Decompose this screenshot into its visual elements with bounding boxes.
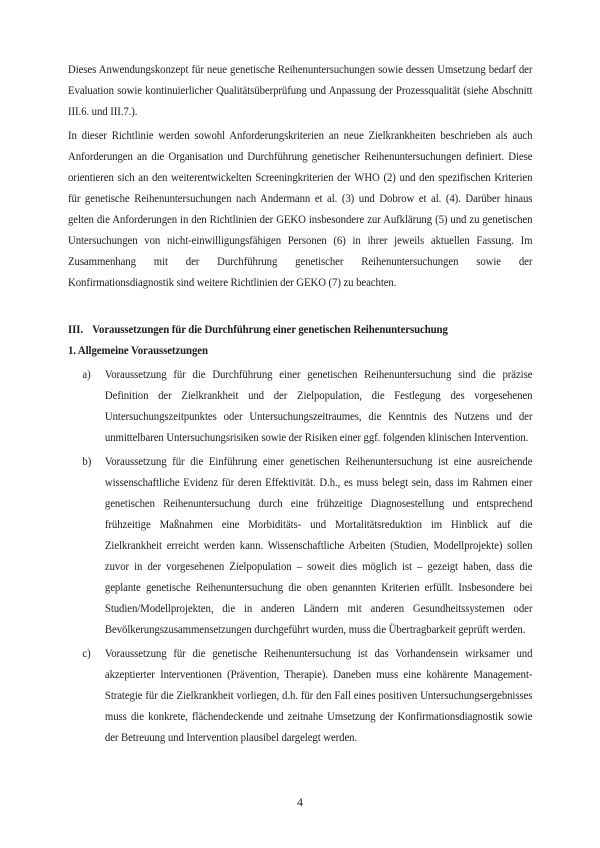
list-item-a-text: Voraussetzung für die Durchführung einer genetischen Reihenuntersuchung sind die präzise Definition der Zielkrankheit und der Zielpopulation, die Festlegung des vorgesehenen Untersuchungszeitpunktes oder Untersuchungszeitraumes, die Kenntnis des Nutzens und der unmittelbaren Untersuchungsrisiken sowie der Risiken einer ggf. folgenden klinischen Intervention.	[104, 367, 533, 444]
list-item-c-text: Voraussetzung für die genetische Reihenuntersuchung ist das Vorhandensein wirksamer und akzeptierter Interventionen (Prävention, Therapie). Daneben muss eine kohärente Management-Strategie für die Zielkrankheit vorliegen, d.h. für den Fall eines positiven Untersuchungsergebnisses muss die konkrete, flächendeckende und zeitnahe Umsetzung der Konfirmationsdiagnostik sowie der Betreuung und Intervention plausibel dargelegt werden.	[104, 646, 533, 744]
page-content	[68, 59, 532, 748]
page-number: 4	[297, 795, 303, 809]
section-heading	[68, 319, 532, 340]
subsection-heading: 1. Allgemeine Voraussetzungen	[68, 343, 208, 357]
section-heading-label: III.	[68, 322, 83, 336]
list-item-b-label: b)	[82, 454, 92, 468]
body-paragraph: Dieses Anwendungskonzept für neue genetische Reihenuntersuchungen sowie dessen Umsetzung bedarf der Evaluation sowie kontinuierlicher Qualitätsüberprüfung und Anpassung der Prozessqualität (siehe Abschnitt III.6. und III.7.).	[68, 62, 533, 118]
section-heading-title: Voraussetzungen für die Durchführung einer genetischen Reihenuntersuchung	[92, 322, 448, 336]
body-paragraph: In dieser Richtlinie werden sowohl Anforderungskriterien an neue Zielkrankheiten beschrieben als auch Anforderungen an die Organisation und Durchführung genetischer Reihenuntersuchungen definiert. Diese orientieren sich an den weiterentwickelten Screeningkriterien der WHO (2) und den spezifischen Kriterien für genetische Reihenuntersuchungen nach Andermann et al. (3) und Dobrow et al. (4). Darüber hinaus gelten die Anforderungen in den Richtlinien der GEKO insbesondere zur Aufklärung (5) und zu genetischen Untersuchungen von nicht-einwilligungsfähigen Personen (6) in ihrer jeweils aktuellen Fassung. Im Zusammenhang mit der Durchführung genetischer Reihenuntersuchungen sowie der Konfirmationsdiagnostik sind weitere Richtlinien der GEKO (7) zu beachten.	[68, 128, 533, 289]
list-item-b	[68, 451, 532, 640]
list-item-b-text: Voraussetzung für die Einführung einer genetischen Reihenuntersuchung ist eine ausreichende wissenschaftliche Evidenz für deren Effektivität. D.h., es muss belegt sein, dass im Rahmen einer genetischen Reihenuntersuchung durch eine frühzeitige Diagnosestellung und entsprechend frühzeitige Maßnahmen eine Morbiditäts- und Mortalitätsreduktion im Hinblick auf die Zielkrankheit erreicht werden kann. Wissenschaftliche Arbeiten (Studien, Modellprojekte) sollen zuvor in der vorgesehenen Zielpopulation – soweit dies möglich ist – gezeigt haben, dass die geplante genetische Reihenuntersuchung die oben genannten Kriterien erfüllt. Insbesondere bei Studien/Modellprojekten, die in anderen Ländern mit anderen Gesundheitssystemen oder Bevölkerungszusammensetzungen durchgeführt wurden, muss die Übertragbarkeit geprüft werden.	[104, 454, 533, 636]
list-item-a-label: a)	[82, 367, 91, 381]
list-item-c	[68, 643, 532, 748]
list-item-c-label: c)	[82, 646, 91, 660]
list-item-a	[68, 364, 532, 448]
requirements-list	[68, 364, 532, 748]
